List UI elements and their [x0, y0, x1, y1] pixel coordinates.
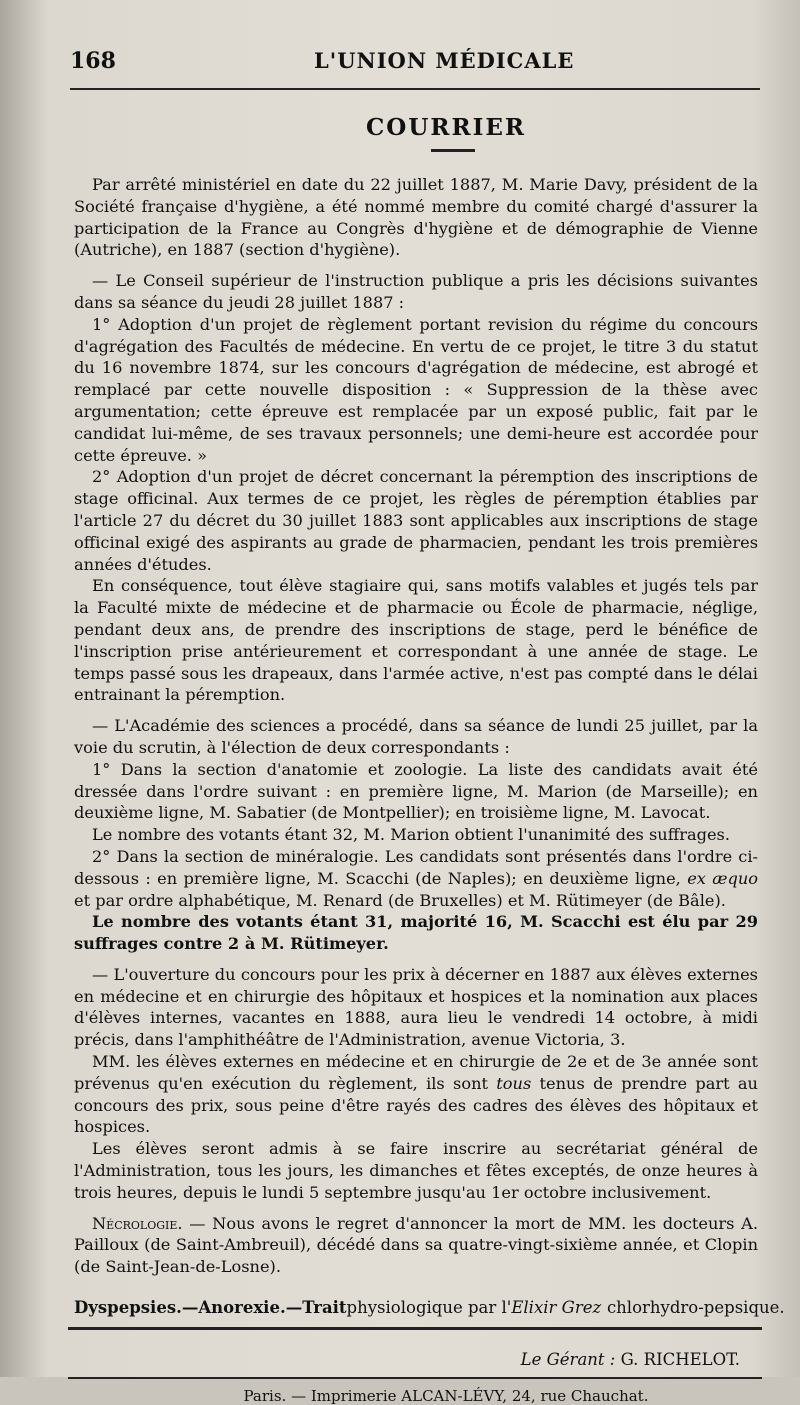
paragraph-externes — [74, 1051, 758, 1138]
title-rule — [431, 149, 475, 152]
paragraph-scacchi-vote: Le nombre des votants étant 31, majorité 16, M. Scacchi est élu par 29 suffrages contre 2 à M. Rütimeyer. — [74, 912, 758, 954]
journal-title: L'UNION MÉDICALE — [314, 48, 575, 73]
gerant-name: G. RICHELOT. — [620, 1350, 740, 1370]
tous-emphasis: tous — [496, 1073, 532, 1093]
advertisement — [74, 1298, 785, 1318]
section-title: COURRIER — [365, 114, 527, 141]
footer-rule — [68, 1377, 762, 1379]
paragraph-academie: — L'Académie des sciences a procédé, dans sa séance de lundi 25 juillet, par la voie du scrutin, à l'élection de deux correspondants : — [74, 716, 758, 757]
externes-text-b: tenus de prendre part au concours des prix, sous peine d'être rayés des cadres des élèves des hôpitaux et hospices. — [74, 1073, 758, 1137]
page-header — [70, 44, 758, 78]
paragraph-anatomie: 1° Dans la section d'anatomie et zoologie. La liste des candidats avait été dressée dans l'ordre suivant : en première ligne, M. Marion (de Marseille); en deuxième ligne, M. Sabatier (de Montpellier); en troisième ligne, M. Lavocat. — [74, 759, 758, 823]
necrologie-label: Nécrologie. — [92, 1213, 183, 1233]
page-number: 168 — [70, 48, 116, 74]
article-body — [74, 174, 758, 1278]
mineralogie-text-a: 2° Dans la section de minéralogie. Les candidats sont présentés dans l'ordre ci-dessous : en première ligne, M. Scacchi (de Naples); en deuxième ligne, — [74, 846, 758, 888]
paragraph-consequence: En conséquence, tout élève stagiaire qui, sans motifs valables et jugés tels par la Faculté mixte de médecine et de pharmacie ou École de pharmacie, néglige, pendant deux ans, de prendre des inscriptions de stage, perd le bénéfice de l'inscription prise antérieurement et correspondant à une année de stage. Le temps passé sous les drapeaux, dans l'armée active, n'est pas compté dans le délai entrainant la péremption. — [74, 576, 758, 705]
mineralogie-text-b: et par ordre alphabétique, M. Renard (de Bruxelles) et M. Rütimeyer (de Bâle). — [74, 890, 726, 910]
paragraph-marion-vote: Le nombre des votants étant 32, M. Marion obtient l'unanimité des suffrages. — [92, 825, 731, 845]
paragraph-hygiene-congress: Par arrêté ministériel en date du 22 juillet 1887, M. Marie Davy, président de la Société française d'hygiène, a été nommé membre du comité chargé d'assurer la participation de la France au Congrès d'hygiène et de démographie de Vienne (Autriche), en 1887 (section d'hygiène). — [74, 175, 758, 260]
ad-rule — [68, 1327, 762, 1330]
paragraph-agregation: 1° Adoption d'un projet de règlement portant revision du régime du concours d'agrégation des Facultés de médecine. En vertu de ce projet, le titre 3 du statut du 16 novembre 1874, sur les concours d'agrégation de médecine, est abrogé et remplacé par cette nouvelle disposition : « Suppression de la thèse avec argumentation; cette épreuve est remplacée par un exposé public, fait par le candidat lui-même, de ses travaux personnels; une demi-heure est accordée pour cette épreuve. » — [74, 314, 758, 465]
paragraph-mineralogie — [74, 846, 758, 911]
necrologie-text: — Nous avons le regret d'annoncer la mort de MM. les docteurs A. Pailloux (de Saint-Ambreuil), décédé dans sa quatre-vingt-sixième année, et Clopin (de Saint-Jean-de-Losne). — [74, 1213, 758, 1277]
paragraph-peremption: 2° Adoption d'un projet de décret concernant la péremption des inscriptions de stage officinal. Aux termes de ce projet, les règles de péremption établies par l'article 27 du décret du 30 juillet 1883 sont applicables aux inscriptions de stage officinal exigé des aspirants au grade de pharmacien, pendant les trois premières années d'études. — [74, 467, 758, 574]
ad-part-2: physiologique par l' — [346, 1298, 512, 1318]
printer-imprint: Paris. — Imprimerie ALCAN-LÉVY, 24, rue Chauchat. — [243, 1387, 649, 1405]
paragraph-necrologie — [74, 1213, 758, 1278]
gerant-label: Le Gérant : — [520, 1350, 616, 1370]
paragraph-concours: — L'ouverture du concours pour les prix à décerner en 1887 aux élèves externes en médecine et en chirurgie des hôpitaux et hospices et la nomination aux places d'élèves internes, vacantes en 1888, aura lieu le vendredi 14 octobre, à midi précis, dans l'amphithéâtre de l'Administration, avenue Victoria, 3. — [74, 964, 758, 1050]
ad-part-3: Elixir Grez — [511, 1298, 602, 1318]
ex-aequo: ex æquo — [687, 868, 759, 888]
gerant-signature — [74, 1350, 758, 1369]
externes-text-a: MM. les élèves externes en médecine et en chirurgie de 2e et de 3e année sont prévenus qu'en exécution du règlement, ils sont — [74, 1052, 758, 1093]
ad-part-4: chlorhydro-pepsique. — [606, 1298, 785, 1318]
ad-part-1: Dyspepsies.—Anorexie.—Trait — [74, 1298, 347, 1318]
header-rule — [70, 88, 760, 90]
paragraph-inscription: Les élèves seront admis à se faire inscrire au secrétariat général de l'Administration, tous les jours, les dimanches et fêtes exceptés, de onze heures à trois heures, depuis le lundi 5 septembre jusqu'au 1er octobre inclusivement. — [74, 1139, 758, 1202]
paragraph-conseil-superieur: — Le Conseil supérieur de l'instruction publique a pris les décisions suivantes dans sa séance du jeudi 28 juillet 1887 : — [74, 271, 758, 312]
